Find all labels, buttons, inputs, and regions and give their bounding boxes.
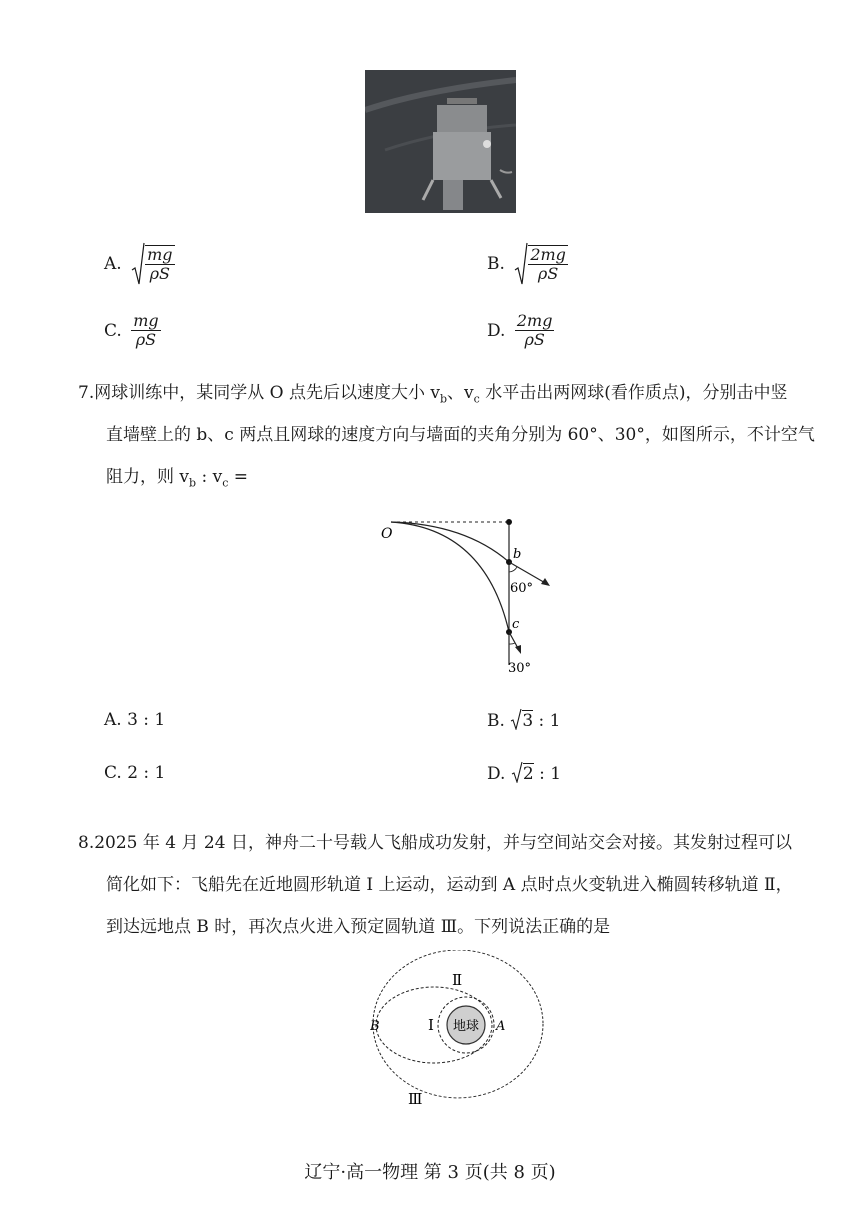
q7-option-c[interactable]: C. 2 : 1 <box>104 763 166 783</box>
label-b: B <box>370 1019 380 1034</box>
label-o: O <box>381 526 393 542</box>
q7-line-3: 阻力，则 $v_b$ : $v_c$ = <box>106 467 249 490</box>
label-orbit-i: Ⅰ <box>428 1016 434 1034</box>
q7-option-b[interactable]: B. 3 : 1 <box>487 708 561 735</box>
lander-photo <box>365 70 516 213</box>
question-8 <box>78 822 838 948</box>
earth-label: 地球 <box>452 1019 480 1034</box>
trajectory-b <box>391 522 509 562</box>
label-orbit-ii: Ⅱ <box>452 971 463 989</box>
q6-option-a[interactable]: A. $\frac{mg}{\rho S}$ <box>104 242 175 286</box>
q7-projectile-figure <box>375 510 565 680</box>
wall-top-point <box>506 519 512 525</box>
q8-line-1: 8.2025 年 4 月 24 日，神舟二十号载人飞船成功发射，并与空间站交会对接。其发射过程可以 <box>78 833 792 853</box>
label-a: A <box>496 1019 506 1034</box>
q7-line-1: 7.网球训练中，某同学从 O 点先后以速度大小 $v_b$、$v_c$ 水平击出两网球(看作质点)，分别击中竖 <box>78 383 788 406</box>
q8-line-3: 到达远地点 B 时，再次点火进入预定圆轨道 Ⅲ。下列说法正确的是 <box>106 917 611 937</box>
q7-line-2: 直墙壁上的 b、c 两点且网球的速度方向与墙面的夹角分别为 60°、30°，如图所示，不计空气 <box>106 425 815 445</box>
label-c: c <box>512 617 520 632</box>
q7-option-d[interactable]: D. 2 : 1 <box>487 761 561 788</box>
q7-option-a[interactable]: A. 3 : 1 <box>104 710 166 730</box>
question-7 <box>78 372 838 498</box>
sqrt-sign-icon <box>514 242 528 286</box>
sqrt-sign-icon <box>510 708 522 735</box>
fraction: $\frac{mg}{\rho S}$ <box>133 311 159 350</box>
fraction: $\frac{2mg}{\rho S}$ <box>516 311 553 350</box>
trajectory-c <box>391 522 509 632</box>
q6-option-b[interactable]: B. $\frac{2mg}{\rho S}$ <box>487 242 568 286</box>
q8-line-2: 简化如下：飞船先在近地圆形轨道 Ⅰ 上运动，运动到 A 点时点火变轨进入椭圆转移轨道 Ⅱ， <box>106 875 793 895</box>
page-footer: 辽宁·高一物理 第 3 页(共 8 页) <box>304 1162 556 1183</box>
label-orbit-iii: Ⅲ <box>408 1090 423 1108</box>
sqrt-sign-icon <box>131 242 145 286</box>
sqrt-sign-icon <box>511 761 523 788</box>
angle-30: 30° <box>508 661 532 676</box>
fraction: $\frac{mg}{\rho S}$ <box>147 244 173 283</box>
q8-orbit-figure <box>370 950 560 1110</box>
q6-option-d[interactable]: D. $\frac{2mg}{\rho S}$ <box>487 311 553 350</box>
angle-60: 60° <box>510 581 534 596</box>
label-b: b <box>513 547 522 562</box>
q6-option-c[interactable]: C. $\frac{mg}{\rho S}$ <box>104 311 159 350</box>
fraction: $\frac{2mg}{\rho S}$ <box>530 244 566 283</box>
